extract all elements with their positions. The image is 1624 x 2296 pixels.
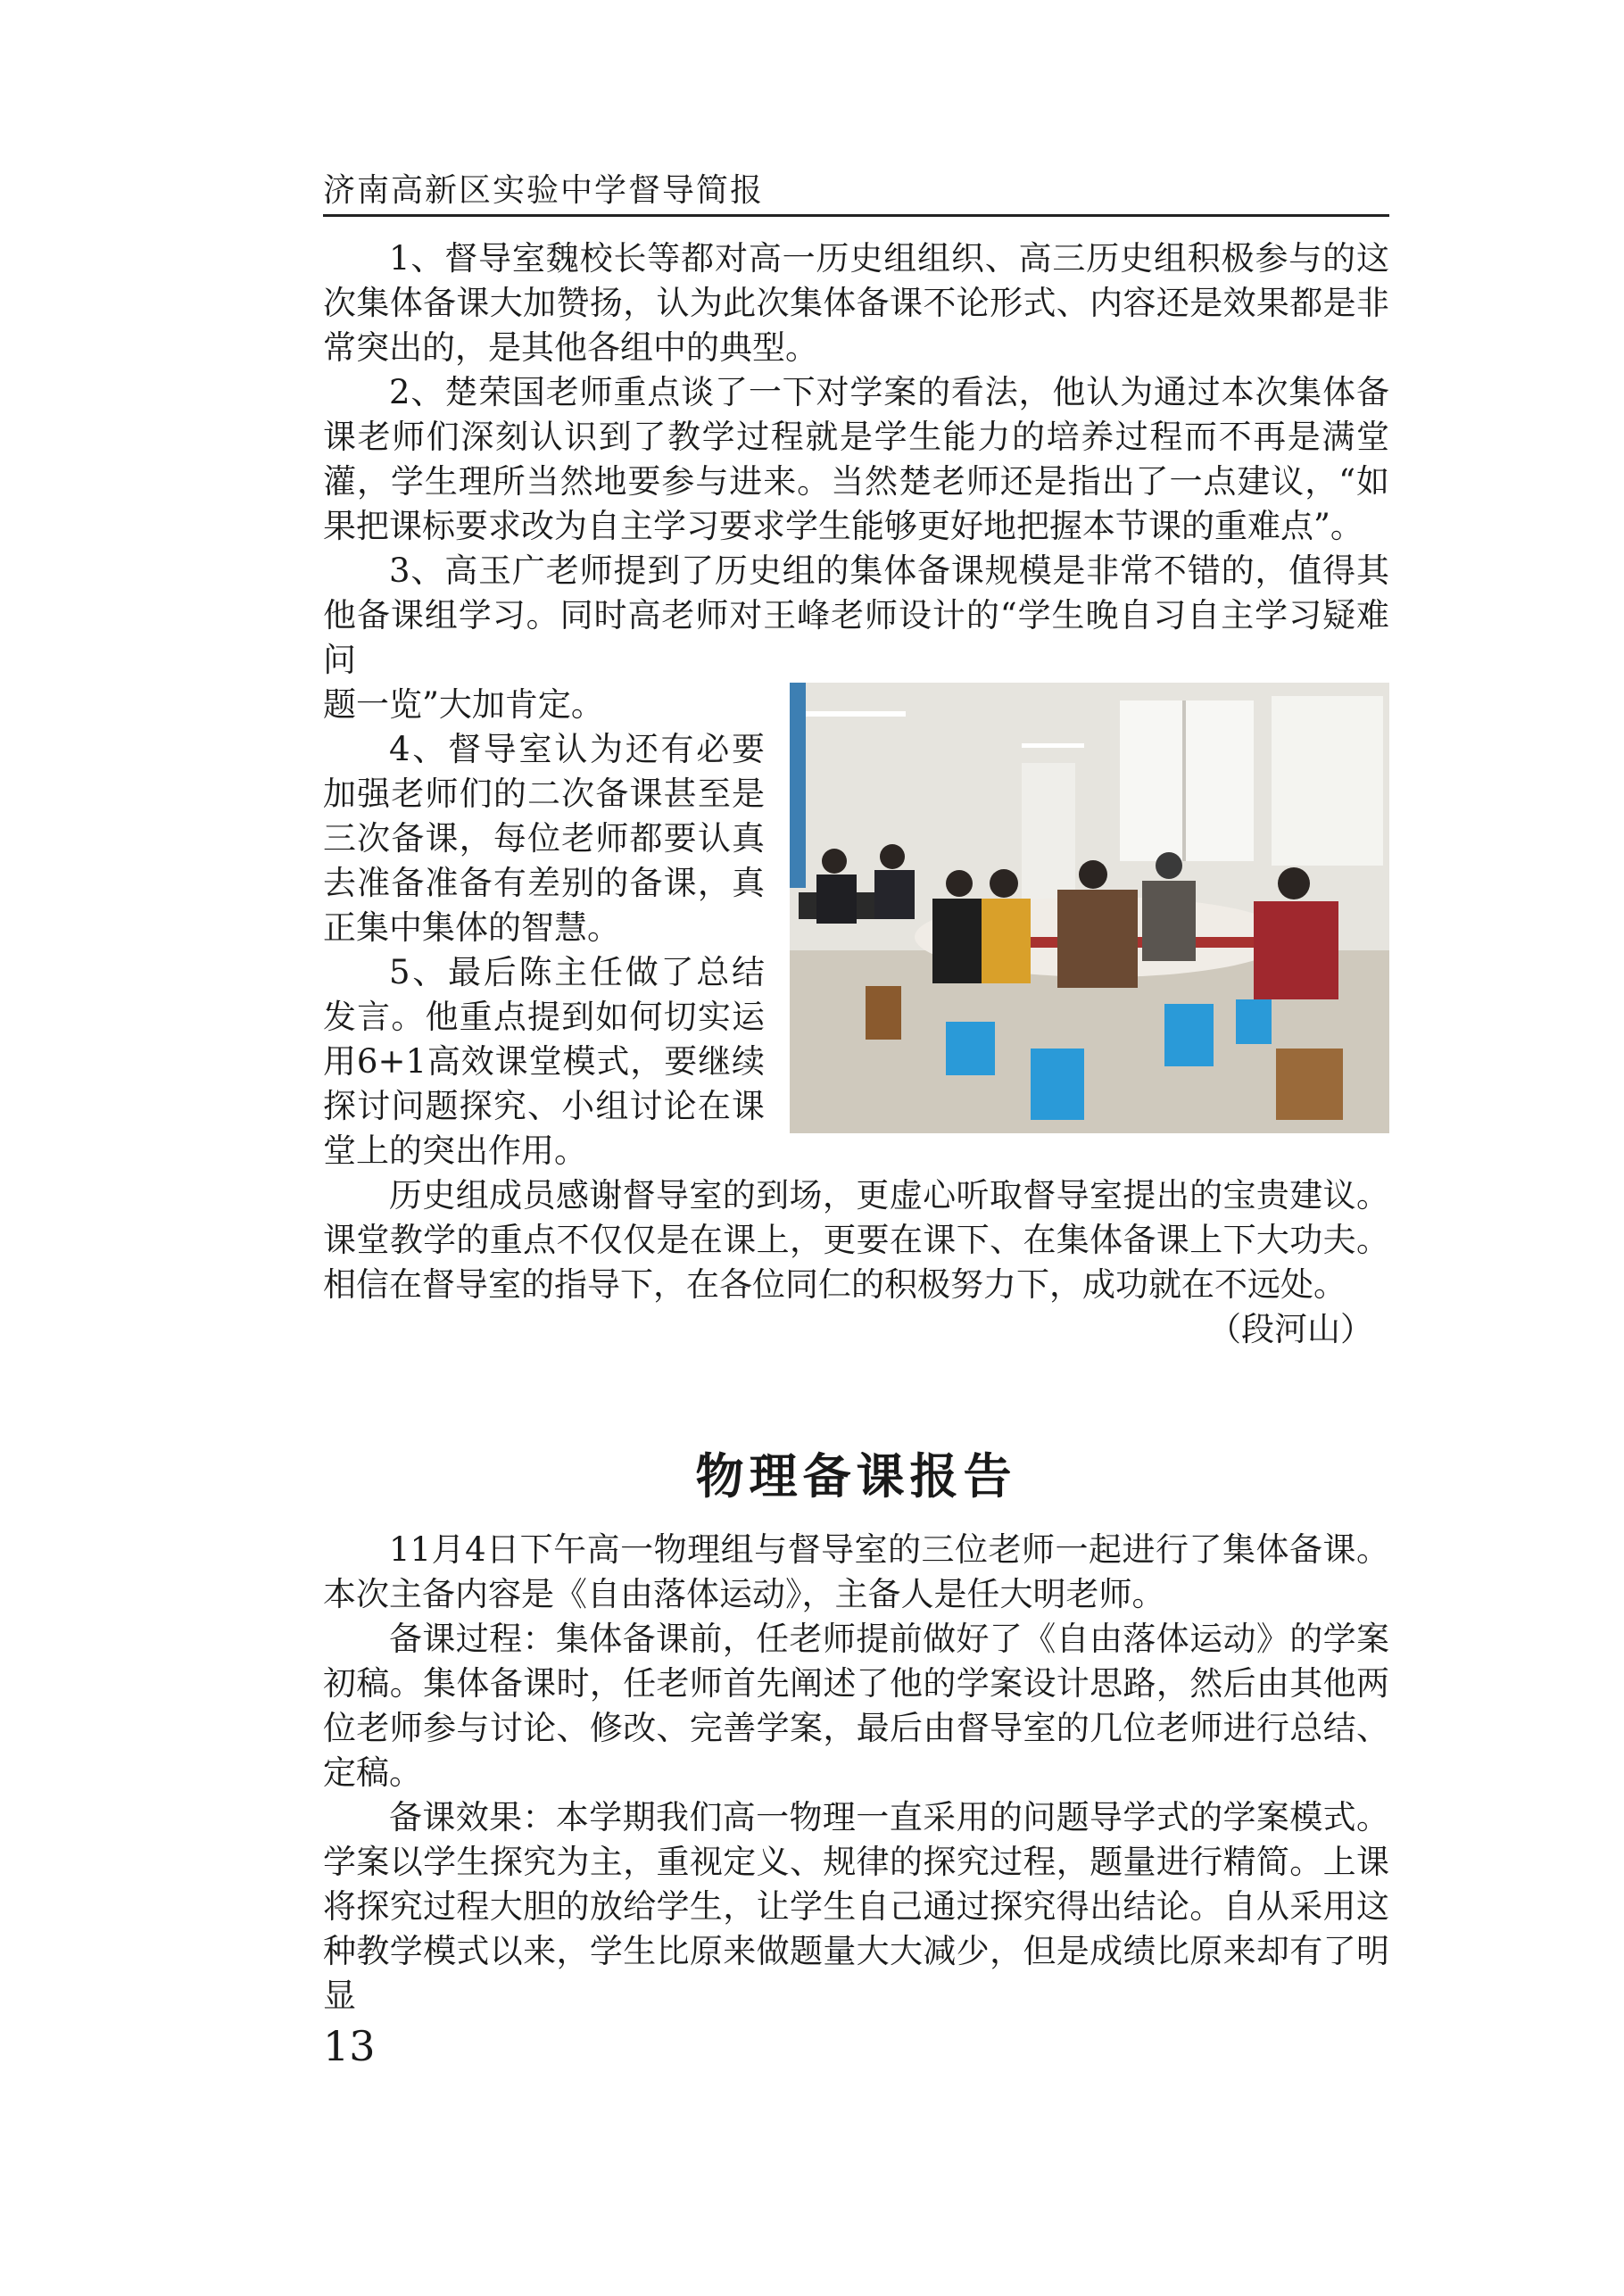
meeting-photo: [790, 683, 1389, 1133]
article-physics-body: [323, 1528, 1389, 2018]
paragraph-2: 2、楚荣国老师重点谈了一下对学案的看法，他认为通过本次集体备课老师们深刻认识到了教学过程就是学生能力的培养过程而不再是满堂灌，学生理所当然地要参与进来。当然楚老师还是指出了一点建议，“如果把课标要求改为自主学习要求学生能够更好地把握本节课的重难点”。: [323, 373, 1389, 545]
paragraph-5: 5、最后陈主任做了总结发言。他重点提到如何切实运用6+1高效课堂模式，要继续探讨问题探究、小组讨论在课堂上的突出作用。: [323, 953, 765, 1170]
header-rule: [323, 214, 1389, 217]
paragraph-3: 3、高玉广老师提到了历史组的集体备课规模是非常不错的，值得其他备课组学习。同时高老师对王峰老师设计的“学生晚自习自主学习疑难问: [323, 551, 1389, 679]
photo-wrap-block: [323, 683, 1389, 1173]
newsletter-header: 济南高新区实验中学督导简报: [323, 172, 765, 209]
physics-report-title: 物理备课报告: [695, 1448, 1017, 1504]
physics-paragraph-1: 11月4日下午高一物理组与督导室的三位老师一起进行了集体备课。本次主备内容是《自由落体运动》，主备人是任大明老师。: [323, 1530, 1389, 1613]
article-history-body: [323, 236, 1389, 1352]
physics-paragraph-3: 备课效果：本学期我们高一物理一直采用的问题导学式的学案模式。学案以学生探究为主，重视定义、规律的探究过程，题量进行精简。上课将探究过程大胆的放给学生，让学生自己通过探究得出结论。自从采用这种教学模式以来，学生比原来做题量大大减少，但是成绩比原来却有了明显: [323, 1798, 1389, 2015]
paragraph-4: 4、督导室认为还有必要加强老师们的二次备课甚至是三次备课，每位老师都要认真去准备准备有差别的备课，真正集中集体的智慧。: [323, 730, 765, 947]
paragraph-1: 1、督导室魏校长等都对高一历史组组织、高三历史组积极参与的这次集体备课大加赞扬，认为此次集体备课不论形式、内容还是效果都是非常突出的，是其他各组中的典型。: [323, 239, 1389, 367]
author-signature: （段河山）: [1208, 1310, 1373, 1348]
paragraph-6: 历史组成员感谢督导室的到场，更虚心听取督导室提出的宝贵建议。课堂教学的重点不仅仅是在课上，更要在课下、在集体备课上下大功夫。相信在督导室的指导下，在各位同仁的积极努力下，成功就在不远处。: [323, 1176, 1389, 1304]
paragraph-3-end: 题一览”大加肯定。: [323, 685, 604, 724]
physics-paragraph-2: 备课过程：集体备课前，任老师提前做好了《自由落体运动》的学案初稿。集体备课时，任老师首先阐述了他的学案设计思路，然后由其他两位老师参与讨论、修改、完善学案，最后由督导室的几位老师进行总结、定稿。: [323, 1620, 1389, 1792]
page-number: 13: [323, 2022, 376, 2070]
